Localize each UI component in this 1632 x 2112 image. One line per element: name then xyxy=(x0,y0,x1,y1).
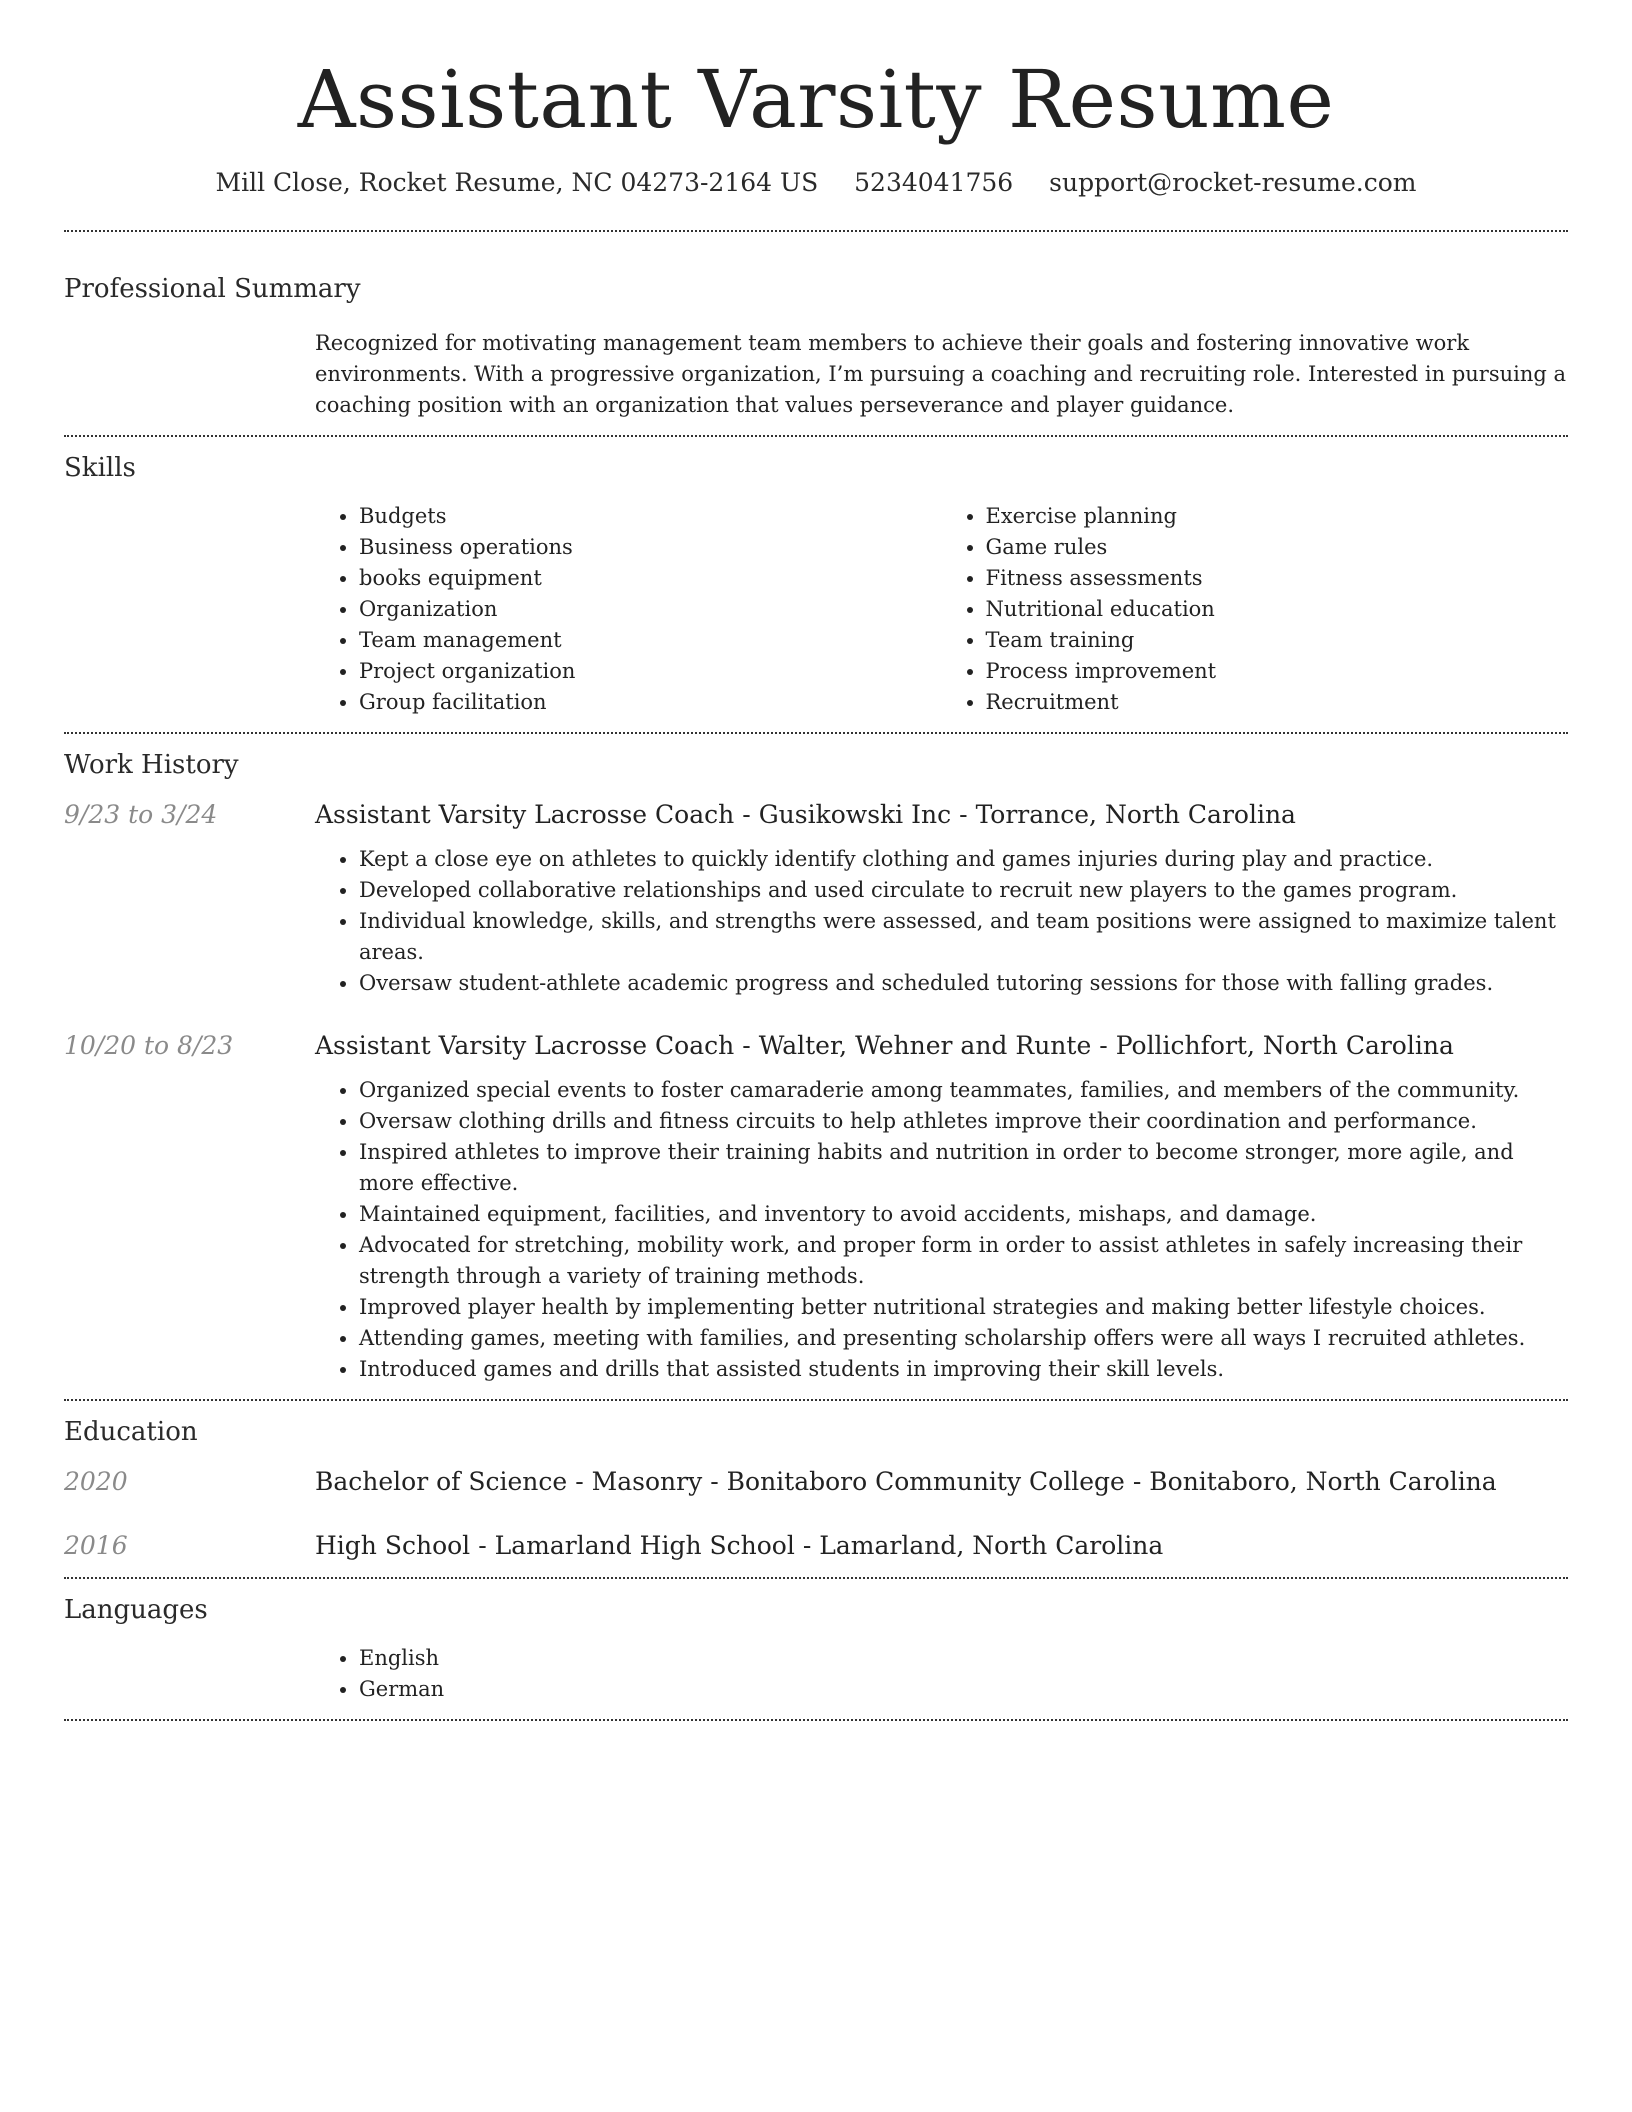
language-item: • English xyxy=(359,1643,1568,1674)
job-dates-col xyxy=(64,1029,315,1385)
languages-section xyxy=(64,1579,1568,1719)
job-bullet: • Advocated for stretching, mobility work, and proper form in order to assist athletes in safely increasing their strength through a variety of training methods. xyxy=(359,1230,1568,1292)
job-heading xyxy=(315,798,1568,832)
skill-item: • Project organization xyxy=(359,656,942,687)
education-section xyxy=(64,1401,1568,1577)
education-entry xyxy=(64,1529,1568,1563)
skill-item: • books equipment xyxy=(359,563,942,594)
job-bullet: • Maintained equipment, facilities, and inventory to avoid accidents, mishaps, and damage. xyxy=(359,1199,1568,1230)
summary-left xyxy=(64,328,315,421)
separator: - xyxy=(1099,1031,1108,1060)
skills-section xyxy=(64,437,1568,732)
languages-row xyxy=(64,1643,1568,1705)
education-location: Lamarland, North Carolina xyxy=(819,1531,1164,1560)
summary-title: Professional Summary xyxy=(64,274,361,304)
education-entry xyxy=(64,1465,1568,1499)
education-year: 2020 xyxy=(64,1467,128,1496)
resume-title: Assistant Varsity Resume xyxy=(297,53,1335,146)
skills-row xyxy=(64,501,1568,718)
skills-title: Skills xyxy=(64,453,136,483)
skills-list-right xyxy=(942,501,1569,718)
skill-item: • Nutritional education xyxy=(986,594,1569,625)
job-dates: 9/23 to 3/24 xyxy=(64,800,218,829)
separator: - xyxy=(742,1031,751,1060)
job-bullet: • Oversaw clothing drills and fitness circuits to help athletes improve their coordination and performance. xyxy=(359,1106,1568,1137)
education-text xyxy=(315,1465,1568,1499)
separator: - xyxy=(710,1467,719,1496)
job-list xyxy=(64,798,1568,1385)
skills-grid xyxy=(315,501,1568,718)
skill-item: • Budgets xyxy=(359,501,942,532)
skill-item: • Group facilitation xyxy=(359,687,942,718)
education-location: Bonitaboro, North Carolina xyxy=(1149,1467,1497,1496)
languages-body xyxy=(315,1643,1568,1705)
education-year: 2016 xyxy=(64,1531,128,1560)
skill-item: • Fitness assessments xyxy=(986,563,1569,594)
job-title: Assistant Varsity Lacrosse Coach xyxy=(315,800,735,829)
divider xyxy=(64,1719,1568,1721)
job-bullet: • Improved player health by implementing better nutritional strategies and making better lifestyle choices. xyxy=(359,1292,1568,1323)
education-year-col xyxy=(64,1529,315,1563)
job-location: Pollichfort, North Carolina xyxy=(1115,1031,1454,1060)
language-item: • German xyxy=(359,1674,1568,1705)
contact-email: support@rocket-resume.com xyxy=(1049,168,1417,197)
languages-left xyxy=(64,1643,315,1705)
skill-item: • Organization xyxy=(359,594,942,625)
languages-list xyxy=(315,1643,1568,1705)
skill-item: • Exercise planning xyxy=(986,501,1569,532)
languages-title: Languages xyxy=(64,1595,208,1625)
separator: - xyxy=(959,800,968,829)
work-section xyxy=(64,734,1568,1399)
job-entry xyxy=(64,798,1568,999)
summary-text: Recognized for motivating management team members to achieve their goals and fostering innovative work environments. With a progressive organization, I’m pursuing a coaching and recruiting role. Interested in pursuing a coaching position with an organization that values perseverance and player guidance. xyxy=(315,331,1567,417)
education-title: Education xyxy=(64,1417,198,1447)
separator: - xyxy=(742,800,751,829)
separator: - xyxy=(1132,1467,1142,1496)
job-bullet: • Oversaw student-athlete academic progress and scheduled tutoring sessions for those with falling grades. xyxy=(359,968,1568,999)
job-bullets xyxy=(315,1075,1568,1385)
job-body xyxy=(315,798,1568,999)
job-bullet: • Introduced games and drills that assisted students in improving their skill levels. xyxy=(359,1354,1568,1385)
job-body xyxy=(315,1029,1568,1385)
job-dates-col xyxy=(64,798,315,999)
contact-line xyxy=(64,166,1568,200)
separator: - xyxy=(575,1467,584,1496)
contact-phone: 5234041756 xyxy=(854,168,1014,197)
skill-item: • Recruitment xyxy=(986,687,1569,718)
job-dates: 10/20 to 8/23 xyxy=(64,1031,234,1060)
job-title: Assistant Varsity Lacrosse Coach xyxy=(315,1031,735,1060)
job-bullet: • Attending games, meeting with families, and presenting scholarship offers were all ways I recruited athletes. xyxy=(359,1323,1568,1354)
education-degree: Bachelor of Science xyxy=(315,1467,568,1496)
job-heading xyxy=(315,1029,1568,1063)
contact-address: Mill Close, Rocket Resume, NC 04273-2164 US xyxy=(215,168,819,197)
job-bullet: • Inspired athletes to improve their training habits and nutrition in order to become stronger, more agile, and more effective. xyxy=(359,1137,1568,1199)
skill-item: • Team management xyxy=(359,625,942,656)
job-company: Walter, Wehner and Runte xyxy=(758,1031,1092,1060)
summary-row xyxy=(64,328,1568,421)
summary-section xyxy=(64,232,1568,435)
skill-item: • Team training xyxy=(986,625,1569,656)
education-degree: High School xyxy=(315,1531,471,1560)
education-school: Lamarland High School xyxy=(494,1531,795,1560)
skill-item: • Business operations xyxy=(359,532,942,563)
separator: - xyxy=(802,1531,812,1560)
job-bullets xyxy=(315,844,1568,999)
job-entry xyxy=(64,1029,1568,1385)
separator: - xyxy=(478,1531,487,1560)
education-school: Bonitaboro Community College xyxy=(726,1467,1125,1496)
education-year-col xyxy=(64,1465,315,1499)
job-company: Gusikowski Inc xyxy=(758,800,952,829)
job-location: Torrance, North Carolina xyxy=(975,800,1296,829)
skill-item: • Game rules xyxy=(986,532,1569,563)
summary-body xyxy=(315,328,1568,421)
job-bullet: • Individual knowledge, skills, and strengths were assessed, and team positions were assigned to maximize talent areas. xyxy=(359,906,1568,968)
education-field: Masonry xyxy=(591,1467,703,1496)
job-bullet: • Organized special events to foster camaraderie among teammates, families, and members of the community. xyxy=(359,1075,1568,1106)
education-list xyxy=(64,1465,1568,1563)
job-bullet: • Developed collaborative relationships and used circulate to recruit new players to the games program. xyxy=(359,875,1568,906)
work-title: Work History xyxy=(64,750,239,780)
resume-header xyxy=(64,0,1568,200)
skills-left xyxy=(64,501,315,718)
skills-list-left xyxy=(315,501,942,718)
job-bullet: • Kept a close eye on athletes to quickly identify clothing and games injuries during play and practice. xyxy=(359,844,1568,875)
education-text xyxy=(315,1529,1568,1563)
skill-item: • Process improvement xyxy=(986,656,1569,687)
